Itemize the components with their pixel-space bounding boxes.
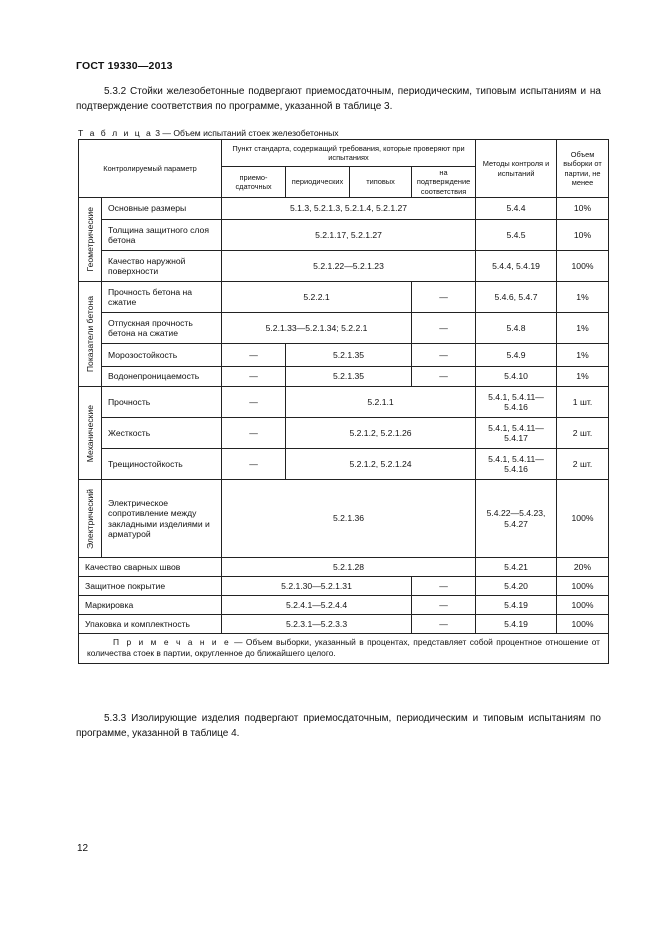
group-geometric: [79, 198, 102, 282]
header-conform: на подтверждение соответствия: [412, 167, 476, 198]
table-row: [79, 480, 609, 558]
note-text: — Объем выборки, указанный в процентах, представляет собой процентное отношение от количества стоек в партии, округленное до ближайшего целого.: [87, 637, 601, 659]
row-clause: 5.1.3, 5.2.1.3, 5.2.1.4, 5.2.1.27: [222, 198, 476, 220]
row-clause: 5.2.1.36: [222, 480, 476, 558]
row-methods: 5.4.19: [476, 615, 557, 634]
row-sample: 10%: [557, 220, 609, 251]
row-param: Качество наружной поверхности: [102, 251, 222, 282]
row-sample: 2 шт.: [557, 449, 609, 480]
row-param: Прочность: [102, 387, 222, 418]
row-conform: —: [412, 596, 476, 615]
row-param: Трещиностойкость: [102, 449, 222, 480]
table-row: [79, 367, 609, 387]
row-clause: 5.2.1.28: [222, 558, 476, 577]
table-row: [79, 596, 609, 615]
paragraph-5-3-3: 5.3.3 Изолирующие изделия подвергают приемосдаточным, периодическим и типовым испытаниям по программе, указанной в таблице 4.: [76, 713, 601, 739]
note-word: П р и м е ч а н и е: [113, 637, 231, 648]
table-note: [79, 634, 609, 664]
row-clause: 5.2.4.1—5.2.4.4: [222, 596, 412, 615]
row-sample: 1%: [557, 344, 609, 367]
row-methods: 5.4.4: [476, 198, 557, 220]
table-caption: [78, 128, 339, 138]
row-methods: 5.4.20: [476, 577, 557, 596]
row-sample: 1 шт.: [557, 387, 609, 418]
row-conform: —: [412, 367, 476, 387]
row-clause: 5.2.3.1—5.2.3.3: [222, 615, 412, 634]
row-clause: 5.2.1.33—5.2.1.34; 5.2.2.1: [222, 313, 412, 344]
header-clause: Пункт стандарта, содержащий требования, которые проверяют при испытаниях: [222, 140, 476, 167]
row-methods: 5.4.1, 5.4.11—5.4.16: [476, 449, 557, 480]
row-sample: 1%: [557, 313, 609, 344]
group-concrete: [79, 282, 102, 387]
row-conform: —: [412, 313, 476, 344]
table-row: [79, 418, 609, 449]
group-electrical: [79, 480, 102, 558]
row-param: Водонепроницаемость: [102, 367, 222, 387]
table-row: [79, 220, 609, 251]
table-row: [79, 387, 609, 418]
group-label: Показатели бетона: [84, 296, 95, 373]
row-param: Электрическое сопротивление между закладными изделиями и арматурой: [102, 480, 222, 558]
row-conform: —: [412, 615, 476, 634]
row-sample: 20%: [557, 558, 609, 577]
row-param: Жесткость: [102, 418, 222, 449]
row-sample: 2 шт.: [557, 418, 609, 449]
row-methods: 5.4.1, 5.4.11—5.4.17: [476, 418, 557, 449]
row-clause: 5.2.1.2, 5.2.1.24: [286, 449, 476, 480]
row-sample: 100%: [557, 480, 609, 558]
row-methods: 5.4.22—5.4.23, 5.4.27: [476, 480, 557, 558]
row-accept: —: [222, 387, 286, 418]
row-clause: 5.2.2.1: [222, 282, 412, 313]
row-param: Защитное покрытие: [79, 577, 222, 596]
group-label: Механические: [84, 404, 95, 462]
table-row: [79, 251, 609, 282]
row-accept: —: [222, 449, 286, 480]
paragraph-5-3-2: 5.3.2 Стойки железобетонные подвергают приемосдаточным, периодическим, типовым испытаниям и на подтверждение соответствия по программе, указанной в таблице 3.: [76, 86, 601, 112]
row-param: Основные размеры: [102, 198, 222, 220]
row-conform: —: [412, 344, 476, 367]
row-param: Прочность бетона на сжатие: [102, 282, 222, 313]
table-row: [79, 198, 609, 220]
row-param: Толщина защитного слоя бетона: [102, 220, 222, 251]
row-methods: 5.4.4, 5.4.19: [476, 251, 557, 282]
note-row: [79, 634, 609, 664]
row-param: Упаковка и комплектность: [79, 615, 222, 634]
table-caption-text: 3 — Объем испытаний стоек железобетонных: [155, 128, 339, 138]
row-methods: 5.4.19: [476, 596, 557, 615]
row-sample: 1%: [557, 367, 609, 387]
table-row: [79, 615, 609, 634]
row-methods: 5.4.10: [476, 367, 557, 387]
row-sample: 1%: [557, 282, 609, 313]
row-param: Отпускная прочность бетона на сжатие: [102, 313, 222, 344]
header-methods: Методы контроля и испытаний: [476, 140, 557, 198]
row-methods: 5.4.6, 5.4.7: [476, 282, 557, 313]
header-periodic: периодических: [286, 167, 350, 198]
page-number: 12: [77, 843, 89, 854]
row-accept: —: [222, 367, 286, 387]
row-sample: 100%: [557, 577, 609, 596]
header-param: Контролируемый параметр: [79, 140, 222, 198]
header-accept: приемо-сдаточных: [222, 167, 286, 198]
row-param: Качество сварных швов: [79, 558, 222, 577]
table-row: [79, 313, 609, 344]
row-methods: 5.4.21: [476, 558, 557, 577]
row-sample: 100%: [557, 596, 609, 615]
row-clause: 5.2.1.35: [286, 344, 412, 367]
group-label: Электрический: [84, 488, 95, 549]
row-clause: 5.2.1.22—5.2.1.23: [222, 251, 476, 282]
row-sample: 10%: [557, 198, 609, 220]
table-row: [79, 282, 609, 313]
row-methods: 5.4.5: [476, 220, 557, 251]
row-clause: 5.2.1.35: [286, 367, 412, 387]
row-sample: 100%: [557, 251, 609, 282]
row-clause: 5.2.1.2, 5.2.1.26: [286, 418, 476, 449]
row-accept: —: [222, 418, 286, 449]
table-row: [79, 344, 609, 367]
row-methods: 5.4.9: [476, 344, 557, 367]
header-typical: типовых: [350, 167, 412, 198]
row-clause: 5.2.1.1: [286, 387, 476, 418]
row-param: Маркировка: [79, 596, 222, 615]
header-sample: Объем выборки от партии, не менее: [557, 140, 609, 198]
table-row: [79, 558, 609, 577]
row-methods: 5.4.8: [476, 313, 557, 344]
row-sample: 100%: [557, 615, 609, 634]
document-code: ГОСТ 19330—2013: [76, 60, 173, 72]
row-clause: 5.2.1.30—5.2.1.31: [222, 577, 412, 596]
row-methods: 5.4.1, 5.4.11—5.4.16: [476, 387, 557, 418]
group-label: Геометрические: [84, 207, 95, 272]
table-caption-word: Т а б л и ц а: [78, 128, 153, 138]
row-param: Морозостойкость: [102, 344, 222, 367]
table-row: [79, 449, 609, 480]
row-conform: —: [412, 282, 476, 313]
group-mechanical: [79, 387, 102, 480]
row-conform: —: [412, 577, 476, 596]
test-scope-table: [78, 139, 609, 664]
table-row: [79, 577, 609, 596]
header-row-1: [79, 140, 609, 167]
row-accept: —: [222, 344, 286, 367]
row-clause: 5.2.1.17, 5.2.1.27: [222, 220, 476, 251]
